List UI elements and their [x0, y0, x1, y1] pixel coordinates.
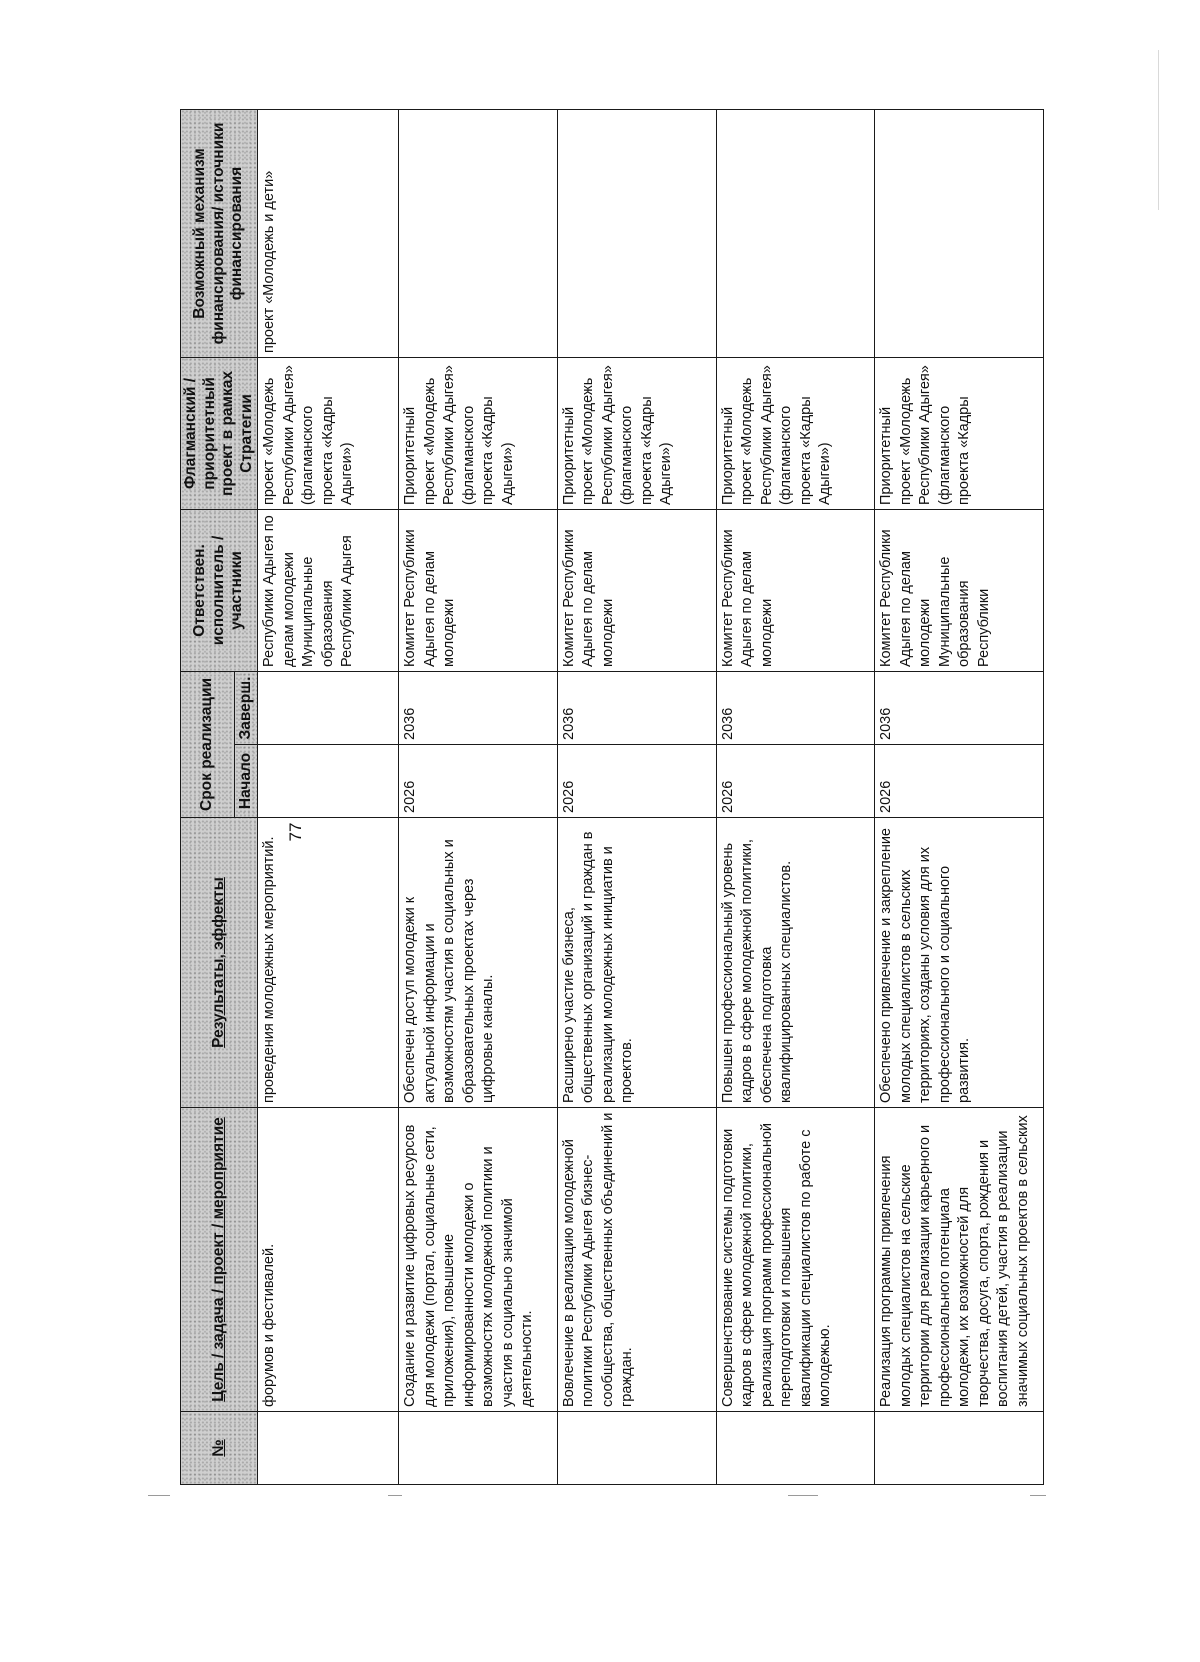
header-results: Результаты, эффекты: [181, 818, 258, 1108]
cell-num: [557, 1412, 716, 1485]
header-flagship: Флагманский / приоритетный проект в рамках Стратегии: [181, 357, 258, 509]
header-row: [181, 109, 235, 1484]
cell-financing: [716, 109, 875, 357]
table-row: [557, 109, 716, 1484]
header-term-start: Начало: [235, 745, 258, 818]
cell-start: 2026: [399, 745, 558, 818]
cell-responsible: Республики Адыгея по делам молодежи Муниципальные образования Республики Адыгея: [258, 509, 399, 671]
cell-responsible: Комитет Республики Адыгея по делам молодежи: [557, 509, 716, 671]
cell-flagship: Приоритетный проект «Молодежь Республики Адыгея» (флагманского проекта «Кадры Адыгеи»): [716, 357, 875, 509]
header-num: №: [181, 1412, 258, 1485]
strategy-table: [180, 109, 1044, 1485]
scan-edge-line: [1158, 50, 1159, 210]
cell-goal: Совершенствование системы подготовки кадров в сфере молодежной политики, реализация программ профессиональной переподготовки и повышения квалификации специалистов по работе с молодежью.: [716, 1108, 875, 1412]
table-row: [258, 109, 399, 1484]
cell-flagship: Приоритетный проект «Молодежь Республики Адыгея» (флагманского проекта «Кадры Адыгеи»): [399, 357, 558, 509]
cell-end: [258, 671, 399, 744]
cell-financing: проект «Молодежь и дети»: [258, 109, 399, 357]
cell-responsible: Комитет Республики Адыгея по делам молодежи Муниципальные образования Республики: [875, 509, 1043, 671]
header-responsible: Ответствен. исполнитель / участники: [181, 509, 258, 671]
cell-flagship: проект «Молодежь Республики Адыгея» (флагманского проекта «Кадры Адыгеи»): [258, 357, 399, 509]
cell-results: Расширено участие бизнеса, общественных организаций и граждан в реализации молодежных инициатив и проектов.: [557, 818, 716, 1108]
table-row: [875, 109, 1043, 1484]
cell-start: 2026: [875, 745, 1043, 818]
page-number: 77: [286, 822, 305, 842]
cell-goal: форумов и фестивалей.: [258, 1108, 399, 1412]
rotated-table-container: [180, 110, 1040, 1485]
cell-responsible: Комитет Республики Адыгея по делам молодежи: [399, 509, 558, 671]
cell-financing: [875, 109, 1043, 357]
cell-end: 2036: [557, 671, 716, 744]
cell-goal: Реализация программы привлечения молодых специалистов на сельские территории для реализации карьерного и профессионального потенциала молодежи, их возможностей для творчества, досуга, спорта, рождения и воспитания детей, участия в реализации значимых социальных проектов в сельских: [875, 1108, 1043, 1412]
cell-end: 2036: [716, 671, 875, 744]
table-row: [399, 109, 558, 1484]
cell-flagship: Приоритетный проект «Молодежь Республики Адыгея» (флагманского проекта «Кадры Адыгеи»): [557, 357, 716, 509]
scan-speck: [1030, 1495, 1046, 1496]
cell-num: [399, 1412, 558, 1485]
cell-start: [258, 745, 399, 818]
cell-flagship: Приоритетный проект «Молодежь Республики Адыгея» (флагманского проекта «Кадры: [875, 357, 1043, 509]
cell-results: Повышен профессиональный уровень кадров в сфере молодежной политики, обеспечена подготовка квалифицированных специалистов.: [716, 818, 875, 1108]
header-financing: Возможный механизм финансирования/ источники финансирования: [181, 109, 258, 357]
cell-num: [875, 1412, 1043, 1485]
scan-speck: [788, 1495, 818, 1496]
cell-start: 2026: [557, 745, 716, 818]
cell-num: [716, 1412, 875, 1485]
cell-results: Обеспечен доступ молодежи к актуальной информации и возможностям участия в социальных и образовательных проектах через цифровые каналы.: [399, 818, 558, 1108]
cell-results: Обеспечено привлечение и закрепление молодых специалистов в сельских территориях, созданы условия для их профессионального и социального развития.: [875, 818, 1043, 1108]
scan-speck: [388, 1495, 402, 1496]
scan-speck: [148, 1495, 170, 1496]
cell-goal: Создание и развитие цифровых ресурсов для молодежи (портал, социальные сети, приложения), повышение информированности молодежи о возможностях молодежной политики и участия в социально значимой деятельности.: [399, 1108, 558, 1412]
cell-results: проведения молодежных мероприятий.: [258, 818, 399, 1108]
header-goal: Цель / задача / проект / мероприятие: [181, 1108, 258, 1412]
cell-financing: [399, 109, 558, 357]
table-row: [716, 109, 875, 1484]
cell-end: 2036: [399, 671, 558, 744]
header-term-end: Заверш.: [235, 671, 258, 744]
header-term: Срок реализации: [181, 671, 235, 817]
cell-goal: Вовлечение в реализацию молодежной политики Республики Адыгея бизнес-сообщества, общественных объединений и граждан.: [557, 1108, 716, 1412]
cell-num: [258, 1412, 399, 1485]
cell-responsible: Комитет Республики Адыгея по делам молодежи: [716, 509, 875, 671]
cell-financing: [557, 109, 716, 357]
cell-start: 2026: [716, 745, 875, 818]
cell-end: 2036: [875, 671, 1043, 744]
